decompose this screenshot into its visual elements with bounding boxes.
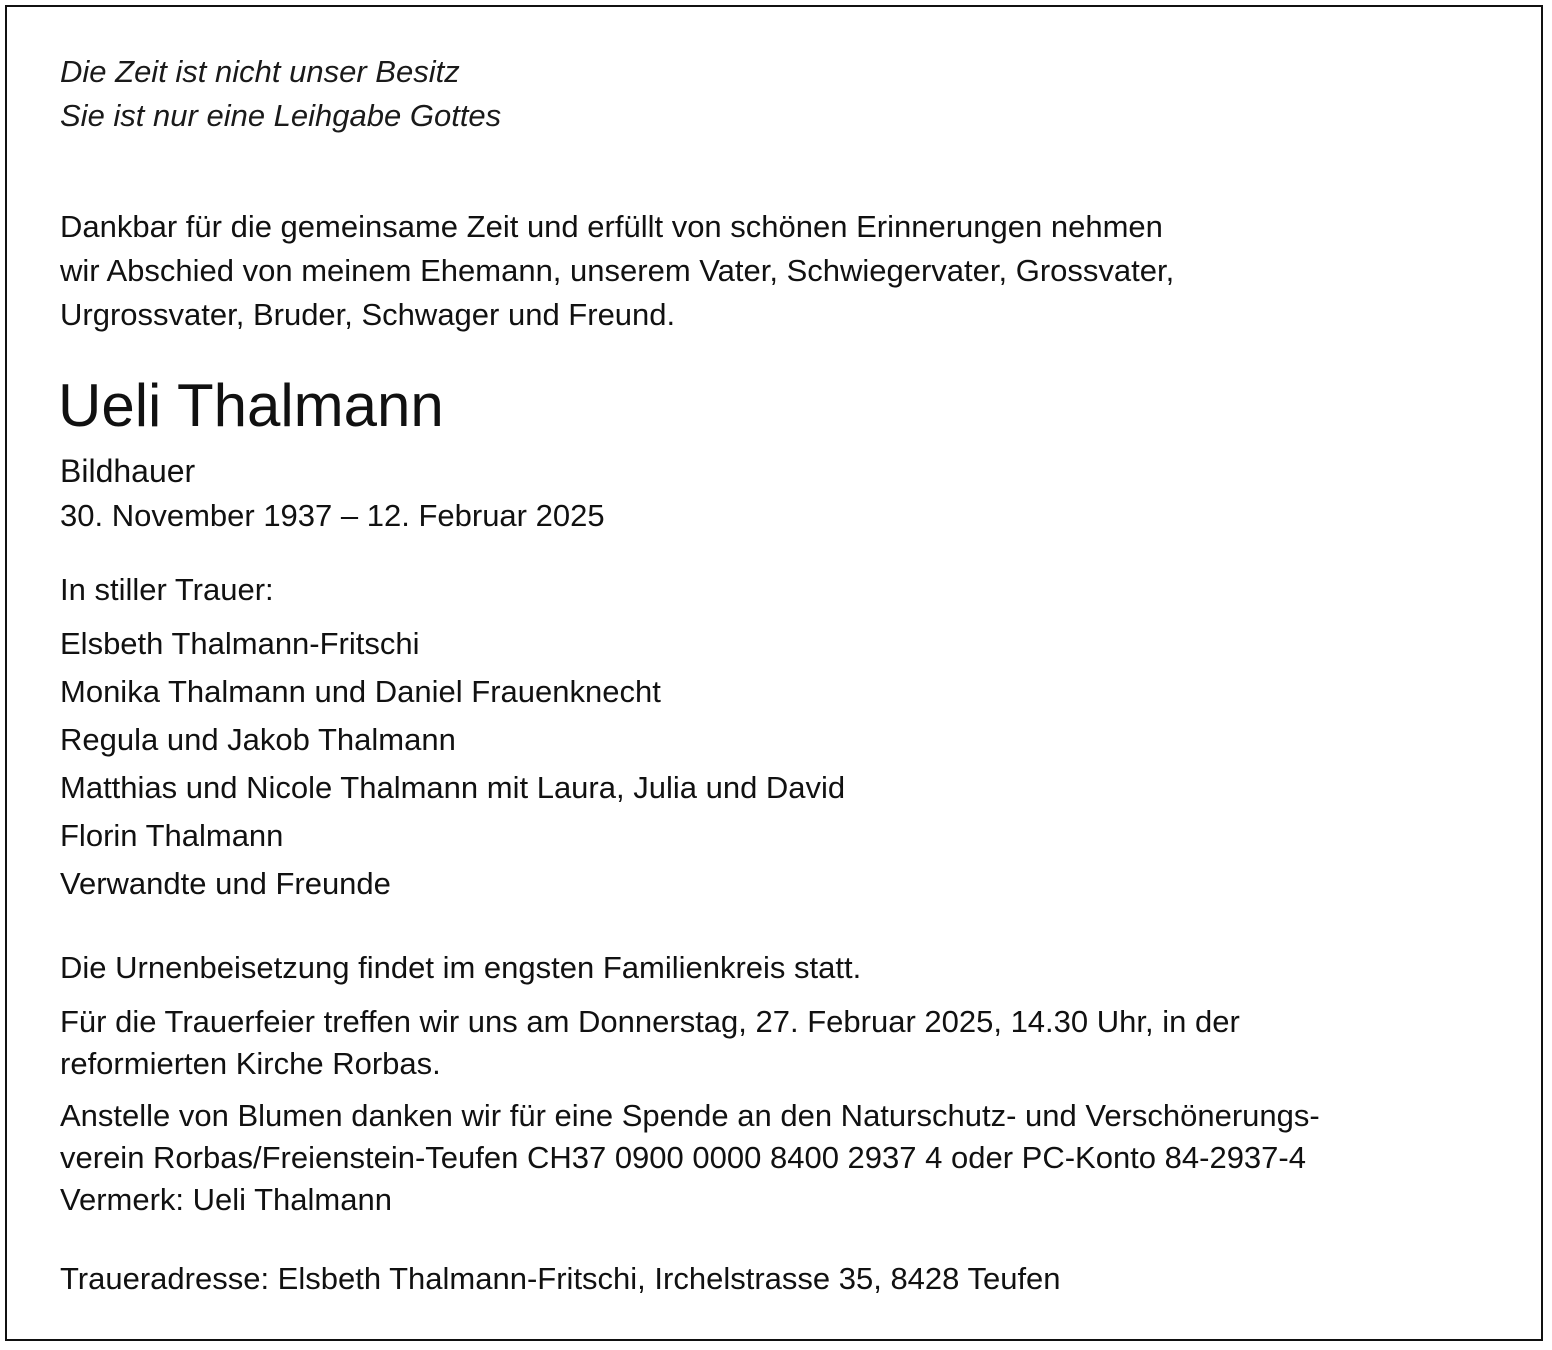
mourner-item: Monika Thalmann und Daniel Frauenknecht xyxy=(60,674,661,709)
motto-line-1: Die Zeit ist nicht unser Besitz xyxy=(60,54,460,89)
deceased-name: Ueli Thalmann xyxy=(58,372,444,439)
donation-line-1: Anstelle von Blumen danken wir für eine Spende an den Naturschutz- und Verschönerungs- xyxy=(60,1098,1320,1133)
donation-line-2: verein Rorbas/Freienstein-Teufen CH37 0900 0000 8400 2937 4 oder PC-Konto 84-2937-4 xyxy=(60,1140,1306,1175)
service-line-1: Für die Trauerfeier treffen wir uns am Donnerstag, 27. Februar 2025, 14.30 Uhr, in der xyxy=(60,1004,1240,1039)
intro-line-2: wir Abschied von meinem Ehemann, unserem Vater, Schwiegervater, Grossvater, xyxy=(60,253,1175,288)
life-dates: 30. November 1937 – 12. Februar 2025 xyxy=(60,498,605,533)
mourning-label: In stiller Trauer: xyxy=(60,572,274,607)
mourner-item: Regula und Jakob Thalmann xyxy=(60,722,456,757)
mourning-address: Traueradresse: Elsbeth Thalmann-Fritschi, Irchelstrasse 35, 8428 Teufen xyxy=(60,1261,1061,1296)
mourner-item: Matthias und Nicole Thalmann mit Laura, Julia und David xyxy=(60,770,846,805)
deceased-profession: Bildhauer xyxy=(60,453,196,489)
motto-line-2: Sie ist nur eine Leihgabe Gottes xyxy=(60,98,502,133)
intro-line-1: Dankbar für die gemeinsame Zeit und erfüllt von schönen Erinnerungen nehmen xyxy=(60,209,1163,244)
service-note xyxy=(60,1001,1490,1085)
donation-note xyxy=(60,1095,1490,1221)
mourner-item: Verwandte und Freunde xyxy=(60,866,391,901)
donation-line-3: Vermerk: Ueli Thalmann xyxy=(60,1182,392,1217)
burial-note xyxy=(60,947,1490,989)
intro-text xyxy=(60,205,1380,337)
mourner-item: Elsbeth Thalmann-Fritschi xyxy=(60,626,420,661)
burial-text: Die Urnenbeisetzung findet im engsten Familienkreis statt. xyxy=(60,950,862,985)
mourners-list xyxy=(60,620,845,908)
intro-line-3: Urgrossvater, Bruder, Schwager und Freund. xyxy=(60,297,676,332)
service-line-2: reformierten Kirche Rorbas. xyxy=(60,1046,441,1081)
motto-quote xyxy=(60,50,501,138)
mourner-item: Florin Thalmann xyxy=(60,818,284,853)
